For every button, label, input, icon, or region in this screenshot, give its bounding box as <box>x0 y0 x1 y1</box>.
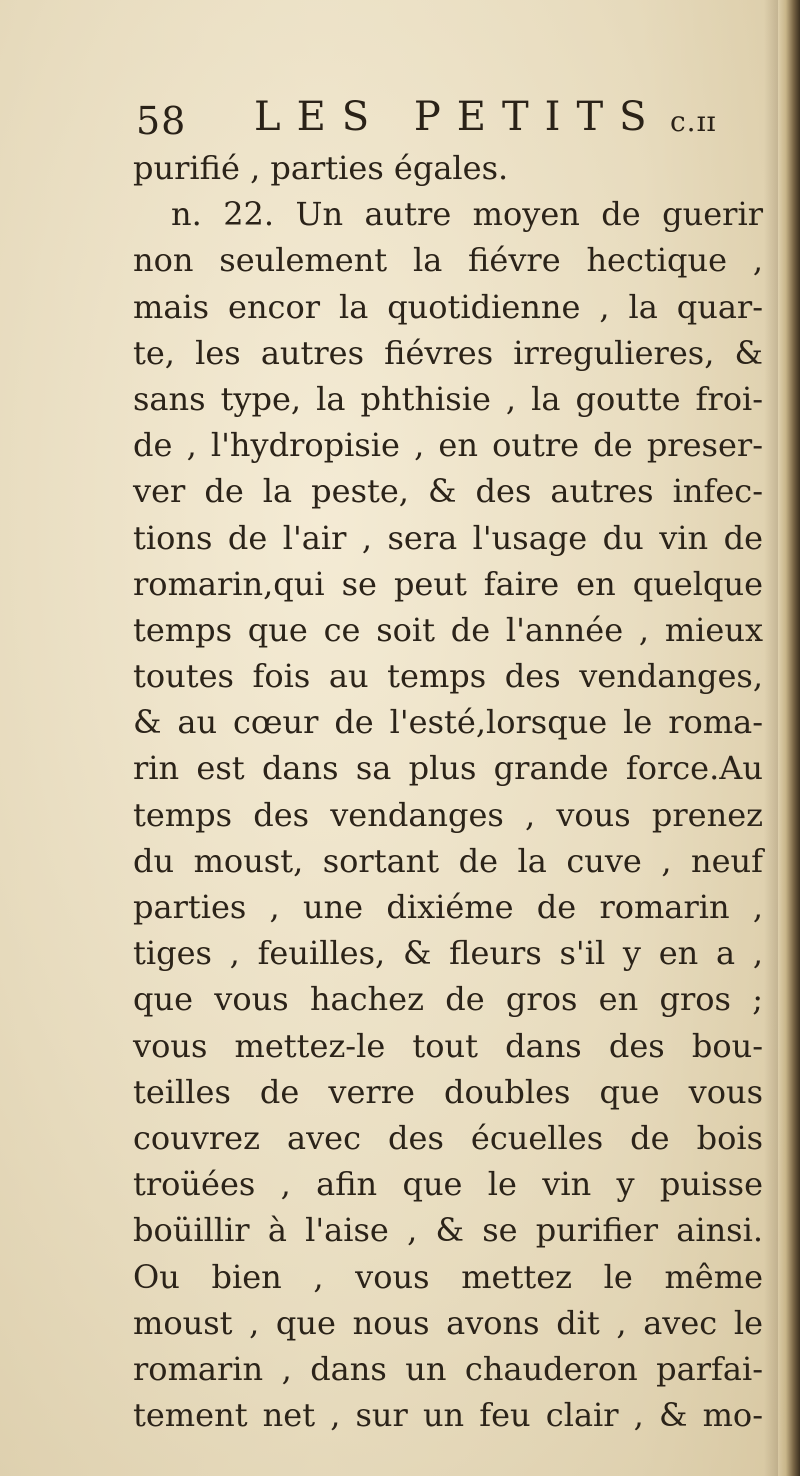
text-line: troüées , afin que le vin y puisse <box>133 1165 763 1204</box>
text-line: moust , que nous avons dit , avec le <box>133 1303 763 1342</box>
text-line: parties , une dixiéme de romarin , <box>133 888 763 926</box>
chapter-mark: c.ɪɪ <box>670 105 717 138</box>
text-line: romarin , dans un chauderon parfai- <box>133 1349 763 1388</box>
text-line: toutes fois au temps des vendanges, <box>133 657 763 696</box>
page-gutter-shadow <box>764 0 778 1476</box>
text-line: tions de l'air , sera l'usage du vin de <box>133 518 763 557</box>
text-line: mais encor la quotidienne , la quar- <box>133 287 763 326</box>
page-header <box>136 92 776 148</box>
text-line: du moust, sortant de la cuve , neuf <box>133 841 763 880</box>
text-line: boüillir à l'aise , & se purifier ainsi. <box>133 1211 763 1250</box>
text-line: purifié , parties égales. <box>133 149 509 187</box>
text-line: tement net , sur un feu clair , & mo- <box>133 1396 763 1435</box>
text-line: que vous hachez de gros en gros ; <box>133 980 763 1019</box>
text-line: vous mettez-le tout dans des bou- <box>133 1026 763 1065</box>
text-line: temps des vendanges , vous prenez <box>133 795 763 834</box>
running-title: LES PETITS <box>254 94 663 140</box>
text-line: & au cœur de l'esté,lorsque le roma- <box>133 703 763 742</box>
text-line: Ou bien , vous mettez le même <box>133 1257 763 1296</box>
text-line: tiges , feuilles, & fleurs s'il y en a , <box>133 934 763 973</box>
text-line: rin est dans sa plus grande force.Au <box>133 749 763 788</box>
text-line: de , l'hydropisie , en outre de preser- <box>133 426 763 465</box>
text-line: couvrez avec des écuelles de bois <box>133 1118 763 1157</box>
text-line: ver de la peste, & des autres infec- <box>133 472 763 511</box>
text-line: n. 22. Un autre moyen de guerir <box>171 195 763 234</box>
text-line: temps que ce soit de l'année , mieux <box>133 610 763 649</box>
body-text <box>133 145 763 1438</box>
text-line: non seulement la fiévre hectique , <box>133 241 763 280</box>
text-line: te, les autres fiévres irregulieres, & <box>133 333 763 372</box>
page-number: 58 <box>136 99 187 143</box>
text-line: romarin,qui se peut faire en quelque <box>133 564 763 603</box>
page-edge <box>778 0 800 1476</box>
text-line: teilles de verre doubles que vous <box>133 1072 763 1111</box>
text-line: sans type, la phthisie , la goutte froi- <box>133 379 763 418</box>
